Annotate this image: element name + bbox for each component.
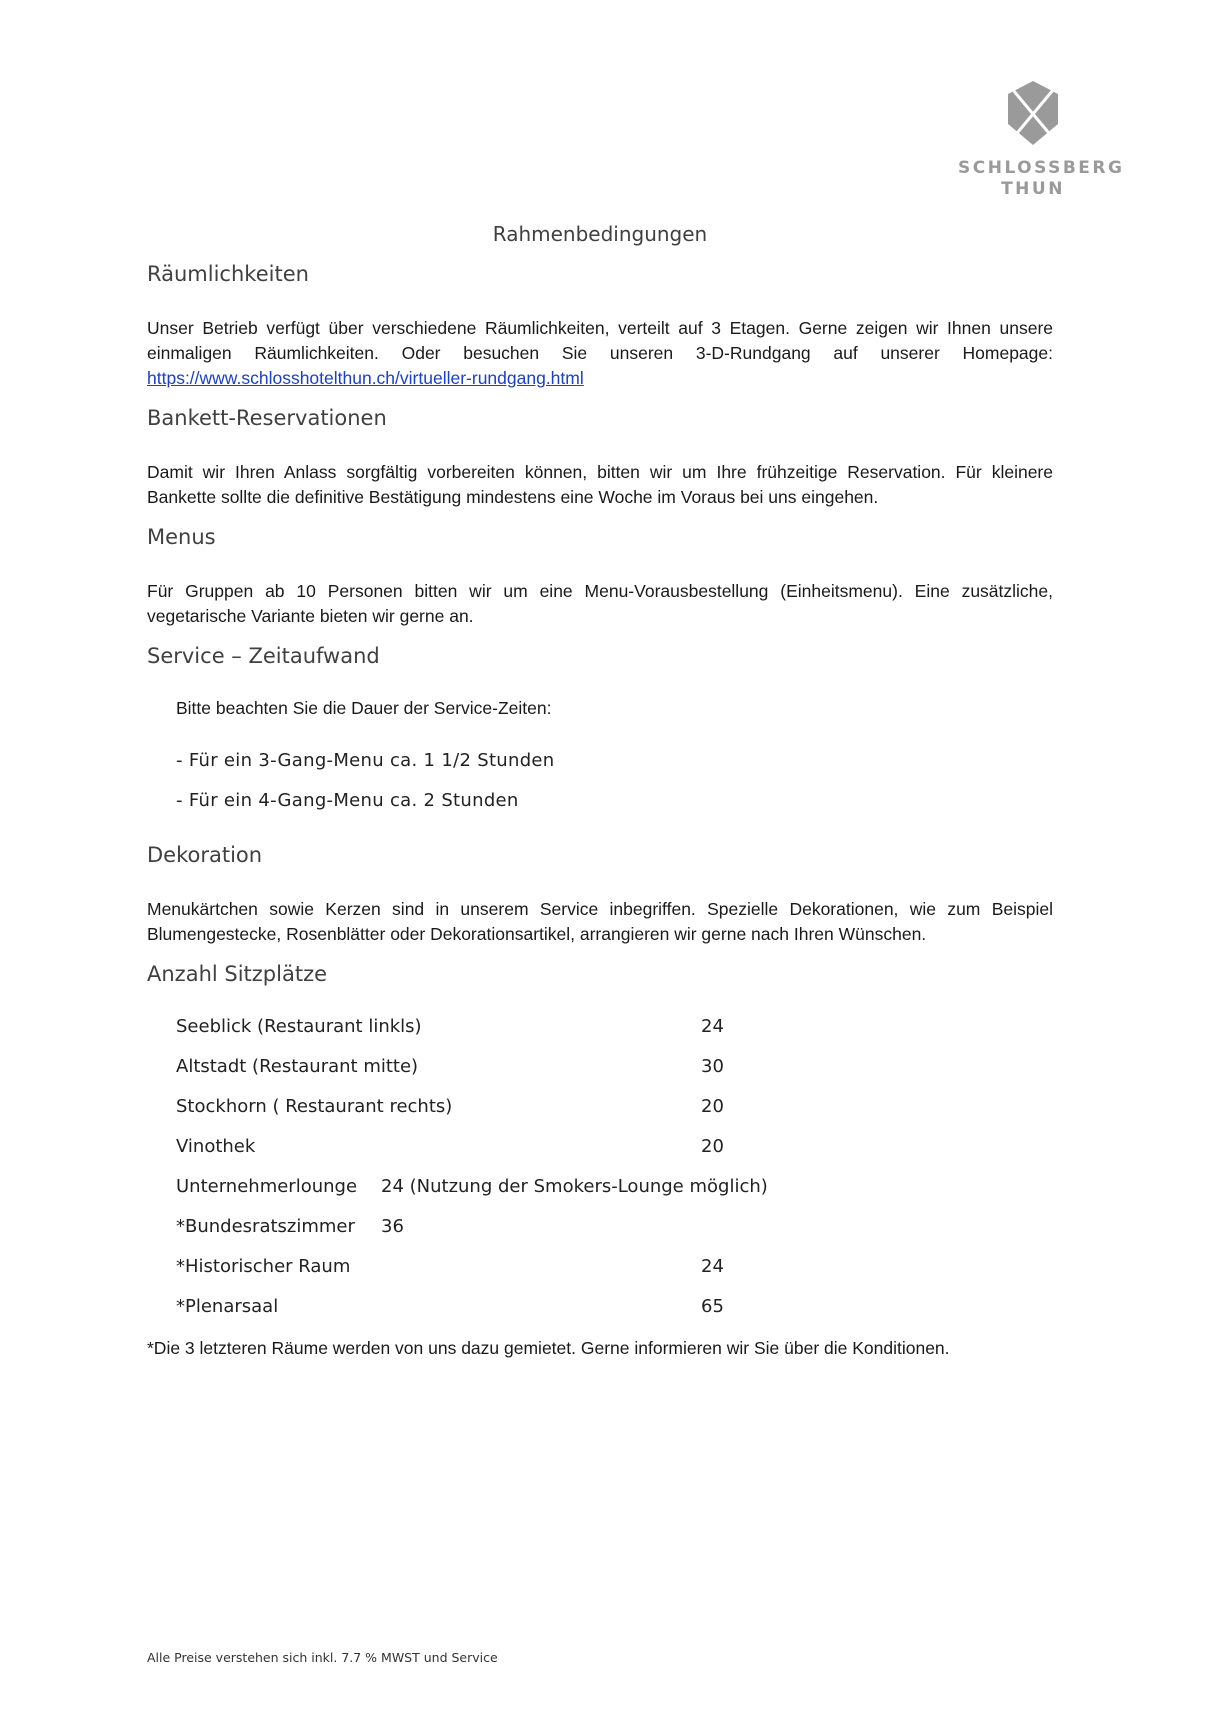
seat-room-name: *Bundesratszimmer — [176, 1216, 355, 1237]
paragraph-dekoration: Menukärtchen sowie Kerzen sind in unserem Service inbegriffen. Spezielle Dekorationen, wie zum Beispiel Blumengestecke, Rosenblätter oder Dekorationsartikel, arrangieren wir gerne nach Ihren Wünschen. — [147, 899, 1053, 944]
seat-count: 65 — [701, 1296, 724, 1317]
seat-room-name: Seeblick (Restaurant linkls) — [176, 1016, 422, 1037]
seat-room-name: Stockhorn ( Restaurant rechts) — [176, 1096, 453, 1117]
seat-count: 36 — [381, 1216, 404, 1237]
service-item: - Für ein 3-Gang-Menu ca. 1 1/2 Stunden — [176, 750, 555, 771]
document-title: Rahmenbedingungen — [492, 222, 708, 246]
seat-room-name: Vinothek — [176, 1136, 256, 1157]
sitzplaetze-note: *Die 3 letzteren Räume werden von uns dazu gemietet. Gerne informieren wir Sie über die Konditionen. — [147, 1338, 950, 1358]
logo-text-line2: THUN — [1001, 179, 1065, 199]
rundgang-link[interactable]: https://www.schlosshotelthun.ch/virtueller-rundgang.html — [147, 368, 584, 388]
seat-row — [176, 1096, 876, 1122]
seat-room-name: *Plenarsaal — [176, 1296, 279, 1317]
seat-row — [176, 1296, 876, 1322]
seat-room-name: Unternehmerlounge — [176, 1176, 358, 1197]
heading-sitzplaetze: Anzahl Sitzplätze — [147, 962, 328, 986]
seat-row — [176, 1136, 876, 1162]
paragraph-bankett: Damit wir Ihren Anlass sorgfältig vorbereiten können, bitten wir um Ihre frühzeitige Reservation. Für kleinere Bankette sollte die definitive Bestätigung mindestens eine Woche im Voraus bei uns eingehen. — [147, 462, 1053, 507]
heading-bankett: Bankett-Reservationen — [147, 406, 387, 430]
seat-row — [176, 1056, 876, 1082]
paragraph-menus: Für Gruppen ab 10 Personen bitten wir um eine Menu-Vorausbestellung (Einheitsmenu). Eine zusätzliche, vegetarische Variante bieten wir gerne an. — [147, 581, 1053, 626]
service-item: - Für ein 4-Gang-Menu ca. 2 Stunden — [176, 790, 519, 811]
logo-text-line1: SCHLOSSBERG — [958, 158, 1125, 178]
seat-count: 20 — [701, 1096, 724, 1117]
seat-count: 24 — [701, 1016, 724, 1037]
service-intro: Bitte beachten Sie die Dauer der Service-Zeiten: — [176, 698, 552, 718]
seat-count: 20 — [701, 1136, 724, 1157]
raeumlichkeiten-text: Unser Betrieb verfügt über verschiedene Räumlichkeiten, verteilt auf 3 Etagen. Gerne zeigen wir Ihnen unsere einmaligen Räumlichkeiten. Oder besuchen Sie unseren 3-D-Rundgang auf unserer Homepage: — [147, 318, 1053, 363]
heading-raeumlichkeiten: Räumlichkeiten — [147, 262, 309, 286]
seat-row — [176, 1256, 876, 1282]
seat-count: 30 — [701, 1056, 724, 1077]
seat-room-name: Altstadt (Restaurant mitte) — [176, 1056, 419, 1077]
shield-logo-icon — [1007, 80, 1059, 146]
heading-service: Service – Zeitaufwand — [147, 644, 380, 668]
seat-row — [176, 1176, 876, 1202]
footer-note: Alle Preise verstehen sich inkl. 7.7 % MWST und Service — [147, 1650, 498, 1665]
paragraph-raeumlichkeiten — [147, 316, 1053, 391]
heading-menus: Menus — [147, 525, 216, 549]
seat-row — [176, 1216, 876, 1242]
seat-count: 24 (Nutzung der Smokers-Lounge möglich) — [381, 1176, 768, 1197]
seat-row — [176, 1016, 876, 1042]
logo — [958, 80, 1125, 200]
seat-count: 24 — [701, 1256, 724, 1277]
seat-room-name: *Historischer Raum — [176, 1256, 351, 1277]
heading-dekoration: Dekoration — [147, 843, 263, 867]
